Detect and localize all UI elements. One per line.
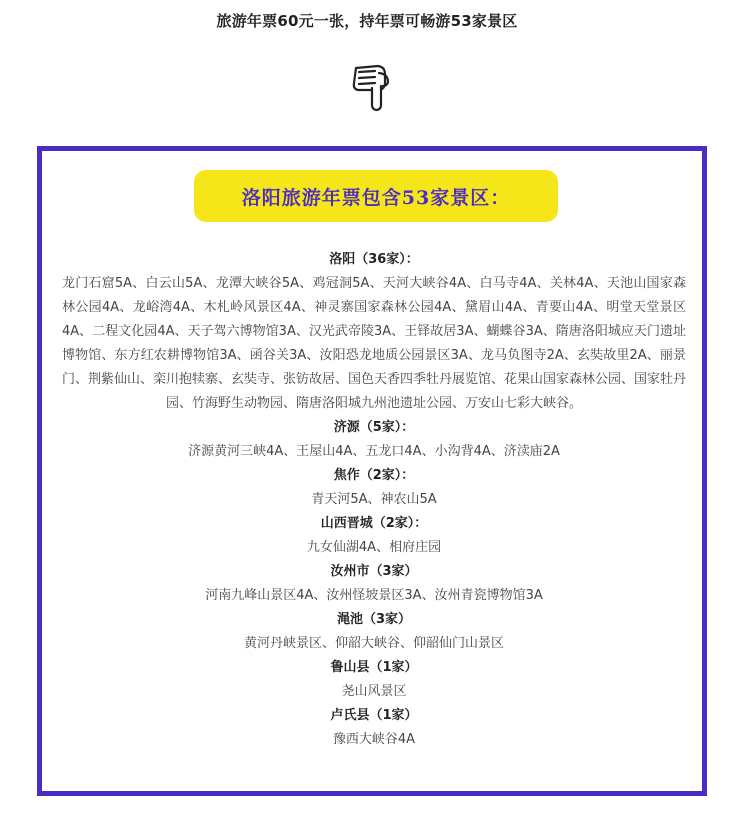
banner-title: 洛阳旅游年票包含53家景区： — [194, 170, 558, 222]
region-title-jincheng: 山西晋城（2家）： — [320, 516, 428, 531]
region-body-lushi: 豫西大峡谷4A — [332, 732, 416, 747]
region-title-luoyang: 洛阳（36家）： — [329, 252, 419, 267]
region-title-lushi: 卢氏县（1家） — [330, 708, 418, 723]
region-body-luoyang: 龙门石窟5A、白云山5A、龙潭大峡谷5A、鸡冠洞5A、天河大峡谷4A、白马寺4A、关林4A、天池山国家森林公园4A、龙峪湾4A、木札岭风景区4A、神灵寨国家森林公园4A、黛眉山4A、青要山4A、明堂天堂景区4A、二程文化园4A、天子驾六博物馆3A、汉光武帝陵3A、王铎故居3A、蝴蝶谷3A、隋唐洛阳城应天门遗址博物馆、东方红农耕博物馆3A、函谷关3A、汝阳恐龙地质公园景区3A、龙马负图寺2A、玄奘故里2A、丽景门、荆紫仙山、栾川抱犊寨、玄奘寺、张钫故居、国色天香四季牡丹展览馆、花果山国家森林公园、国家牡丹园、竹海野生动物园、隋唐洛阳城九州池遗址公园、万安山七彩大峡谷。 — [62, 276, 687, 411]
region-body-jiyuan: 济源黄河三峡4A、王屋山4A、五龙口4A、小沟背4A、济渎庙2A — [188, 444, 560, 459]
intro-headline: 旅游年票60元一张，持年票可畅游53家景区 — [216, 12, 518, 30]
region-body-jincheng: 九女仙湖4A、相府庄园 — [306, 540, 442, 555]
region-title-jiaozuo: 焦作（2家）： — [333, 468, 415, 483]
region-title-jiyuan: 济源（5家）： — [333, 420, 415, 435]
region-body-jiaozuo: 青天河5A、神农山5A — [311, 492, 437, 507]
region-title-lushan: 鲁山县（1家） — [330, 660, 418, 675]
region-title-ruzhou: 汝州市（3家） — [330, 564, 418, 579]
region-title-mianchi: 渑池（3家） — [336, 612, 412, 627]
region-body-mianchi: 黄河丹峡景区、仰韶大峡谷、仰韶仙门山景区 — [243, 636, 504, 651]
hand-pointing-down-icon — [345, 60, 397, 112]
scenic-region-list — [62, 248, 686, 752]
region-body-ruzhou: 河南九峰山景区4A、汝州怪坡景区3A、汝州青瓷博物馆3A — [205, 588, 543, 603]
region-body-lushan: 尧山风景区 — [341, 684, 407, 699]
